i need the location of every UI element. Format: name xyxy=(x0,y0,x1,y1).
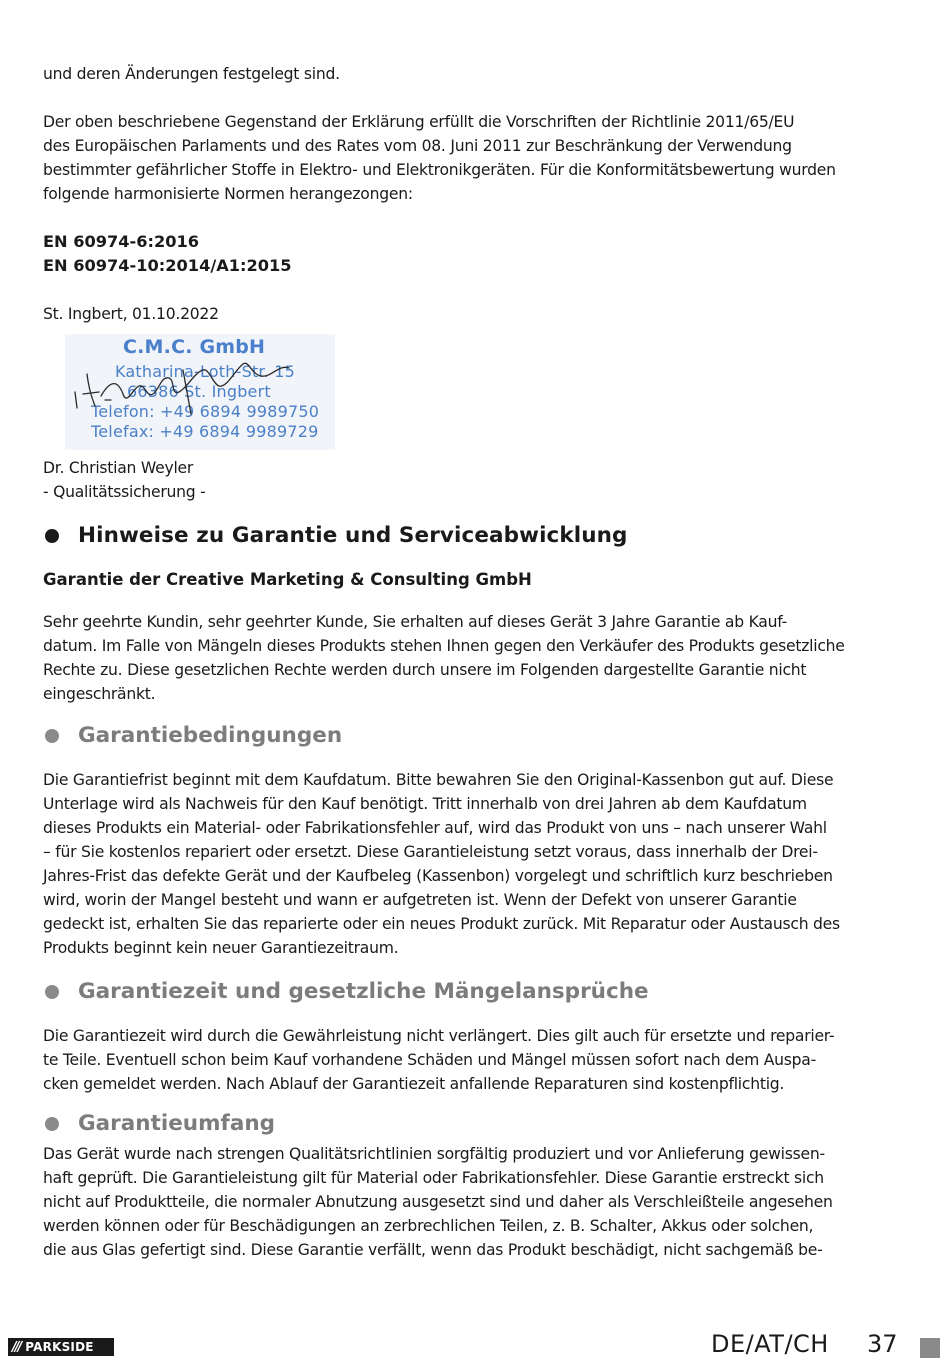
section-heading-text: Garantieumfang xyxy=(78,1111,276,1136)
section-heading-text: Garantiebedingungen xyxy=(78,723,343,748)
norm-item: EN 60974-6:2016 xyxy=(43,232,200,251)
stamp-city: 66386 St. Ingbert xyxy=(127,382,271,401)
bullet-icon xyxy=(45,729,59,743)
conditions-line: gedeckt ist, erhalten Sie das reparierte oder ein neues Produkt zurück. Mit Reparatur oder Austausch des xyxy=(43,915,840,933)
signatory-role: - Qualitätssicherung - xyxy=(43,483,206,501)
scope-line: nicht auf Produktteile, die normaler Abnutzung ausgesetzt sind und daher als Verschleißteile angesehen xyxy=(43,1193,833,1211)
directive-text-line: des Europäischen Parlaments und des Rates vom 08. Juni 2011 zur Beschränkung der Verwendung xyxy=(43,137,792,155)
logo-slashes: /// xyxy=(12,1339,21,1355)
directive-text-line: Der oben beschriebene Gegenstand der Erklärung erfüllt die Vorschriften der Richtlinie 2011/65/EU xyxy=(43,113,795,131)
bullet-icon xyxy=(45,985,59,999)
section-heading-period xyxy=(43,974,909,1010)
norms-list xyxy=(43,230,909,278)
conditions-line: Produkts beginnt kein neuer Garantiezeitraum. xyxy=(43,939,399,957)
conditions-line: – für Sie kostenlos repariert oder ersetzt. Diese Garantieleistung setzt voraus, dass innerhalb der Drei- xyxy=(43,843,818,861)
section-heading-text: Garantiezeit und gesetzliche Mängelansprüche xyxy=(78,979,649,1004)
section-heading-conditions xyxy=(43,718,909,754)
conditions-line: Jahres-Frist das defekte Gerät und der Kaufbeleg (Kassenbon) vorgelegt und schriftlich kurz beschrieben xyxy=(43,867,833,885)
warranty-intro-line: eingeschränkt. xyxy=(43,685,156,703)
conditions-line: wird, worin der Mangel besteht und wann er aufgetreten ist. Wenn der Defekt von unserer Garantie xyxy=(43,891,797,909)
parkside-logo xyxy=(8,1338,114,1356)
logo-brand: PARKSIDE xyxy=(25,1340,94,1354)
footer-language-codes: DE/AT/CH xyxy=(711,1330,829,1358)
handwritten-signature xyxy=(65,334,335,450)
document-page xyxy=(43,62,909,1262)
section-heading-text: Hinweise zu Garantie und Serviceabwicklung xyxy=(78,523,628,548)
bullet-icon xyxy=(45,1117,59,1131)
warranty-intro-line: Sehr geehrte Kundin, sehr geehrter Kunde, Sie erhalten auf dieses Gerät 3 Jahre Garantie ab Kauf- xyxy=(43,613,787,631)
intro-line: und deren Änderungen festgelegt sind. xyxy=(43,65,340,83)
directive-text-line: folgende harmonisierte Normen herangezongen: xyxy=(43,185,413,203)
place-date: St. Ingbert, 01.10.2022 xyxy=(43,305,219,323)
period-line: Die Garantiezeit wird durch die Gewährleistung nicht verlängert. Dies gilt auch für ersetzte und reparier- xyxy=(43,1027,835,1045)
scope-line: haft geprüft. Die Garantieleistung gilt für Material oder Fabrikationsfehler. Diese Garantie erstreckt sich xyxy=(43,1169,824,1187)
conditions-line: Die Garantiefrist beginnt mit dem Kaufdatum. Bitte bewahren Sie den Original-Kassenbon gut auf. Diese xyxy=(43,771,834,789)
conditions-line: Unterlage wird als Nachweis für den Kauf benötigt. Tritt innerhalb von drei Jahren ab dem Kaufdatum xyxy=(43,795,807,813)
period-line: cken gemeldet werden. Nach Ablauf der Garantiezeit anfallende Reparaturen sind kostenpflichtig. xyxy=(43,1075,785,1093)
company-stamp-with-signature xyxy=(65,334,335,450)
period-line: te Teile. Eventuell schon beim Kauf vorhandene Schäden und Mängel müssen sofort nach dem Auspa- xyxy=(43,1051,816,1069)
directive-text-line: bestimmter gefährlicher Stoffe in Elektro- und Elektronikgeräten. Für die Konformitätsbewertung wurden xyxy=(43,161,836,179)
bullet-icon xyxy=(45,529,59,543)
scope-line: werden können oder für Beschädigungen an zerbrechlichen Teilen, z. B. Schalter, Akkus oder solchen, xyxy=(43,1217,814,1235)
scope-line: die aus Glas gefertigt sind. Diese Garantie verfällt, wenn das Produkt beschädigt, nicht sachgemäß be- xyxy=(43,1241,823,1259)
norm-item: EN 60974-10:2014/A1:2015 xyxy=(43,256,292,275)
section-heading-warranty xyxy=(43,518,909,554)
scope-line: Das Gerät wurde nach strengen Qualitätsrichtlinien sorgfältig produziert und vor Anlieferung gewissen- xyxy=(43,1145,825,1163)
signatory-name: Dr. Christian Weyler xyxy=(43,459,194,477)
warranty-subheading: Garantie der Creative Marketing & Consulting GmbH xyxy=(43,570,532,589)
conditions-line: dieses Produkts ein Material- oder Fabrikationsfehler auf, wird das Produkt von uns – nach unserer Wahl xyxy=(43,819,827,837)
stamp-company: C.M.C. GmbH xyxy=(123,336,266,358)
section-heading-scope xyxy=(43,1106,909,1142)
stamp-fax: Telefax: +49 6894 9989729 xyxy=(91,422,319,441)
page-number: 37 xyxy=(867,1330,898,1358)
warranty-intro-line: Rechte zu. Diese gesetzlichen Rechte werden durch unsere im Folgenden dargestellte Garantie nicht xyxy=(43,661,807,679)
stamp-street: Katharina-Loth-Str. 15 xyxy=(115,362,296,381)
stamp-phone: Telefon: +49 6894 9989750 xyxy=(91,402,320,421)
warranty-intro-line: datum. Im Falle von Mängeln dieses Produkts stehen Ihnen gegen den Verkäufer des Produkts gesetzliche xyxy=(43,637,845,655)
page-marker-square xyxy=(920,1338,940,1358)
